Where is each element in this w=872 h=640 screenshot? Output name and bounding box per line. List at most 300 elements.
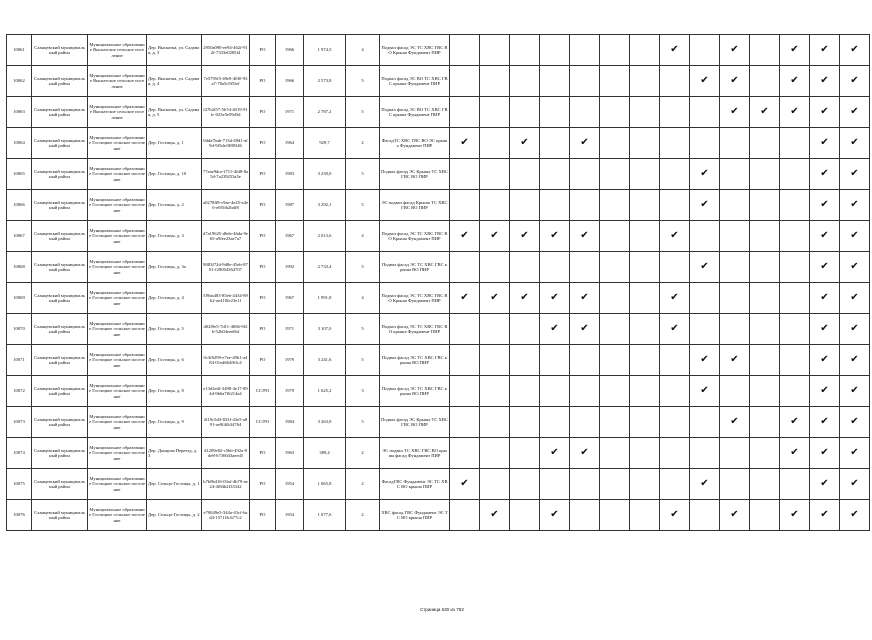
building-type-cell: 5 (346, 159, 380, 190)
check-mark-icon: ✔ (810, 469, 840, 500)
empty-cell (690, 221, 720, 252)
year-built-cell: 1987 (276, 190, 304, 221)
address-cell: Дер. Гостицы, д. 6 (147, 345, 202, 376)
check-mark-icon: ✔ (540, 500, 570, 531)
empty-cell (480, 469, 510, 500)
district-cell: Сланцевский муниципальный район (32, 35, 88, 66)
empty-cell (720, 376, 750, 407)
empty-cell (540, 469, 570, 500)
empty-cell (660, 128, 690, 159)
table-row (7, 500, 870, 531)
check-mark-icon: ✔ (840, 66, 870, 97)
check-mark-icon: ✔ (450, 283, 480, 314)
check-mark-icon: ✔ (720, 345, 750, 376)
page-footer: Страница 630 из 753 (420, 607, 464, 612)
check-mark-icon: ✔ (690, 190, 720, 221)
area-cell: 3 107,0 (304, 314, 346, 345)
check-mark-icon: ✔ (540, 438, 570, 469)
empty-cell (540, 97, 570, 128)
table-row (7, 159, 870, 190)
municipality-cell: Муниципальное образование Гостицкое сельское поселение (88, 283, 147, 314)
address-cell: Дер. Гостицы, д. 5 (147, 314, 202, 345)
address-cell: Дер. Сельцо-Гостицы, д. 1 (147, 469, 202, 500)
district-cell: Сланцевский муниципальный район (32, 221, 88, 252)
check-mark-icon: ✔ (510, 283, 540, 314)
check-mark-icon: ✔ (810, 407, 840, 438)
building-guid-cell: d02f9e5-7d11-4066-9f2b-52b04eee6bf (202, 314, 250, 345)
empty-cell (750, 345, 780, 376)
ownership-cell: РО (250, 221, 276, 252)
year-built-cell: 1954 (276, 500, 304, 531)
municipality-cell: Муниципальное образование Гостицкое сельское поселение (88, 438, 147, 469)
row-number: 10076 (7, 500, 32, 531)
check-mark-icon: ✔ (780, 66, 810, 97)
ownership-cell: СС/РО (250, 407, 276, 438)
check-mark-icon: ✔ (840, 376, 870, 407)
ownership-cell: СС/РО (250, 376, 276, 407)
empty-cell (450, 159, 480, 190)
empty-cell (540, 376, 570, 407)
empty-cell (750, 128, 780, 159)
area-cell: 2 733,4 (304, 252, 346, 283)
check-mark-icon: ✔ (660, 500, 690, 531)
empty-cell (570, 407, 600, 438)
municipality-cell: Муниципальное образование Гостицкое сельское поселение (88, 500, 147, 531)
check-mark-icon: ✔ (840, 128, 870, 159)
repair-works-cell: Подвал фасад ЭС ТС ХВС ГВС ВО Крыша Фундамент ПИР (380, 283, 450, 314)
empty-cell (780, 345, 810, 376)
check-mark-icon: ✔ (810, 345, 840, 376)
check-mark-icon: ✔ (570, 221, 600, 252)
address-cell: Дер. Гостицы, д. 3а (147, 252, 202, 283)
municipality-cell: Муниципальное образование Гостицкое сельское поселение (88, 252, 147, 283)
check-mark-icon: ✔ (720, 407, 750, 438)
empty-cell (510, 35, 540, 66)
empty-cell (600, 500, 630, 531)
repair-works-cell: Подвал фасад ЭС ТС ХВС ГВС крыша ВО ПИР (380, 252, 450, 283)
empty-cell (750, 500, 780, 531)
empty-cell (750, 35, 780, 66)
check-mark-icon: ✔ (540, 314, 570, 345)
empty-cell (660, 407, 690, 438)
empty-cell (630, 438, 660, 469)
check-mark-icon: ✔ (690, 345, 720, 376)
empty-cell (720, 159, 750, 190)
building-type-cell: 2 (346, 500, 380, 531)
row-number: 10067 (7, 221, 32, 252)
building-type-cell: 4 (346, 221, 380, 252)
empty-cell (540, 66, 570, 97)
ownership-cell: РО (250, 97, 276, 128)
area-cell: 1 974,5 (304, 35, 346, 66)
check-mark-icon: ✔ (780, 407, 810, 438)
district-cell: Сланцевский муниципальный район (32, 469, 88, 500)
empty-cell (780, 376, 810, 407)
empty-cell (690, 314, 720, 345)
building-guid-cell: 2950a090-ee94-462f-912f-7333e0285f4 (202, 35, 250, 66)
empty-cell (780, 221, 810, 252)
empty-cell (600, 97, 630, 128)
check-mark-icon: ✔ (810, 314, 840, 345)
table-row (7, 35, 870, 66)
check-mark-icon: ✔ (660, 314, 690, 345)
empty-cell (750, 283, 780, 314)
area-cell: 1 625,2 (304, 376, 346, 407)
building-guid-cell: 5f9da483-85eb-4434-89b2-ae410fe23e1f (202, 283, 250, 314)
check-mark-icon: ✔ (450, 469, 480, 500)
row-number: 10071 (7, 345, 32, 376)
year-built-cell: 1984 (276, 407, 304, 438)
table-row (7, 252, 870, 283)
building-type-cell: 2 (346, 438, 380, 469)
check-mark-icon: ✔ (840, 190, 870, 221)
check-mark-icon: ✔ (660, 35, 690, 66)
check-mark-icon: ✔ (690, 66, 720, 97)
table-row (7, 221, 870, 252)
district-cell: Сланцевский муниципальный район (32, 97, 88, 128)
area-cell: 3 292,1 (304, 190, 346, 221)
empty-cell (450, 407, 480, 438)
repair-works-cell: ФасадТС ХВС ГВС ВО ЭС крыша Фундамент ПИР (380, 128, 450, 159)
address-cell: Дер. Гостицы, д. 3 (147, 221, 202, 252)
district-cell: Сланцевский муниципальный район (32, 66, 88, 97)
ownership-cell: РО (250, 469, 276, 500)
empty-cell (630, 221, 660, 252)
empty-cell (780, 159, 810, 190)
check-mark-icon: ✔ (780, 97, 810, 128)
empty-cell (570, 66, 600, 97)
check-mark-icon: ✔ (750, 97, 780, 128)
empty-cell (600, 66, 630, 97)
check-mark-icon: ✔ (780, 438, 810, 469)
empty-cell (450, 190, 480, 221)
empty-cell (570, 190, 600, 221)
area-cell: 3 239,0 (304, 159, 346, 190)
area-cell: 3 241,6 (304, 345, 346, 376)
empty-cell (780, 314, 810, 345)
year-built-cell: 1954 (276, 469, 304, 500)
check-mark-icon: ✔ (450, 128, 480, 159)
year-built-cell: 1979 (276, 345, 304, 376)
year-built-cell: 1979 (276, 376, 304, 407)
table-row (7, 469, 870, 500)
district-cell: Сланцевский муниципальный район (32, 376, 88, 407)
empty-cell (600, 469, 630, 500)
year-built-cell: 1971 (276, 314, 304, 345)
table-row (7, 190, 870, 221)
empty-cell (660, 345, 690, 376)
row-number: 10062 (7, 66, 32, 97)
repair-works-cell: ФасадГВС Фундамент ЭС ТС ХВС ВО крыша ПИР (380, 469, 450, 500)
repair-works-cell: ХВС фасад ГВС Фундамент ЭС ТС ВО крыша ПИР (380, 500, 450, 531)
empty-cell (720, 438, 750, 469)
table-row (7, 376, 870, 407)
empty-cell (780, 252, 810, 283)
empty-cell (600, 314, 630, 345)
check-mark-icon: ✔ (780, 500, 810, 531)
empty-cell (570, 500, 600, 531)
empty-cell (780, 128, 810, 159)
building-guid-cell: 9083f72d-9d8e-45eb-8701-f28004364707 (202, 252, 250, 283)
district-cell: Сланцевский муниципальный район (32, 252, 88, 283)
check-mark-icon: ✔ (690, 159, 720, 190)
empty-cell (690, 438, 720, 469)
check-mark-icon: ✔ (720, 35, 750, 66)
building-guid-cell: b7b8b416-03af-4b79-ae24-4f84b2f33342 (202, 469, 250, 500)
area-cell: 389,4 (304, 438, 346, 469)
empty-cell (690, 500, 720, 531)
address-cell: Дер. Выскатка, ул. Садовая, д. 3 (147, 35, 202, 66)
district-cell: Сланцевский муниципальный район (32, 407, 88, 438)
building-type-cell: 2 (346, 469, 380, 500)
table-row (7, 314, 870, 345)
check-mark-icon: ✔ (840, 221, 870, 252)
empty-cell (450, 345, 480, 376)
municipality-cell: Муниципальное образование Гостицкое сельское поселение (88, 345, 147, 376)
empty-cell (630, 500, 660, 531)
ownership-cell: РО (250, 66, 276, 97)
building-type-cell: 5 (346, 407, 380, 438)
empty-cell (660, 252, 690, 283)
check-mark-icon: ✔ (840, 469, 870, 500)
empty-cell (690, 283, 720, 314)
empty-cell (600, 438, 630, 469)
building-guid-cell: 0c3f6299-e7ee-49b1-a484-01ed664f63c4 (202, 345, 250, 376)
empty-cell (630, 376, 660, 407)
empty-cell (780, 190, 810, 221)
ownership-cell: РО (250, 500, 276, 531)
repair-works-cell: Подвал фасад ЭС ВО ТС ХВС ГВС крыша Фундамент ПИР (380, 97, 450, 128)
check-mark-icon: ✔ (510, 221, 540, 252)
check-mark-icon: ✔ (720, 66, 750, 97)
capital-repair-table (6, 34, 870, 531)
table-row (7, 283, 870, 314)
empty-cell (480, 345, 510, 376)
empty-cell (540, 407, 570, 438)
empty-cell (720, 314, 750, 345)
check-mark-icon: ✔ (720, 500, 750, 531)
empty-cell (540, 345, 570, 376)
ownership-cell: РО (250, 35, 276, 66)
empty-cell (510, 500, 540, 531)
empty-cell (480, 97, 510, 128)
empty-cell (570, 469, 600, 500)
check-mark-icon: ✔ (720, 97, 750, 128)
empty-cell (750, 376, 780, 407)
repair-works-cell: Подвал фасад ЭС Крыша ТС ХВС ГВС ВО ПИР (380, 407, 450, 438)
empty-cell (510, 469, 540, 500)
empty-cell (780, 469, 810, 500)
building-type-cell: 3 (346, 376, 380, 407)
empty-cell (510, 159, 540, 190)
empty-cell (570, 252, 600, 283)
empty-cell (600, 221, 630, 252)
check-mark-icon: ✔ (840, 500, 870, 531)
municipality-cell: Муниципальное образование Выскатское сельское поселение (88, 35, 147, 66)
building-type-cell: 5 (346, 97, 380, 128)
check-mark-icon: ✔ (480, 283, 510, 314)
check-mark-icon: ✔ (840, 314, 870, 345)
ownership-cell: РО (250, 159, 276, 190)
address-cell: Дер. Выскатка, ул. Садовая, д. 5 (147, 97, 202, 128)
empty-cell (750, 159, 780, 190)
address-cell: Дер. Гостицы, д. 8 (147, 376, 202, 407)
check-mark-icon: ✔ (810, 252, 840, 283)
check-mark-icon: ✔ (570, 283, 600, 314)
empty-cell (600, 407, 630, 438)
check-mark-icon: ✔ (840, 97, 870, 128)
empty-cell (450, 500, 480, 531)
empty-cell (660, 159, 690, 190)
check-mark-icon: ✔ (780, 35, 810, 66)
row-number: 10070 (7, 314, 32, 345)
empty-cell (540, 252, 570, 283)
check-mark-icon: ✔ (810, 221, 840, 252)
empty-cell (480, 314, 510, 345)
empty-cell (780, 283, 810, 314)
check-mark-icon: ✔ (690, 252, 720, 283)
table-row (7, 66, 870, 97)
row-number: 10075 (7, 469, 32, 500)
ownership-cell: РО (250, 283, 276, 314)
row-number: 10065 (7, 159, 32, 190)
empty-cell (660, 376, 690, 407)
empty-cell (540, 35, 570, 66)
empty-cell (510, 345, 540, 376)
year-built-cell: 1967 (276, 283, 304, 314)
building-type-cell: 2 (346, 128, 380, 159)
building-guid-cell: 2f19c5d3-833f-43e5-a891-ae9f4fb34764 (202, 407, 250, 438)
address-cell: Дер. Гостицы, д. 9 (147, 407, 202, 438)
empty-cell (690, 407, 720, 438)
building-type-cell: 5 (346, 252, 380, 283)
year-built-cell: 1964 (276, 128, 304, 159)
repair-works-cell: Подвал фасад ЭС ТС ХВС ГВС ВО Крыша Фундамент ПИР (380, 221, 450, 252)
building-guid-cell: a0278ff8-c9ae-4e25-a4e6-e0f5fb2bdf8 (202, 190, 250, 221)
empty-cell (630, 469, 660, 500)
row-number: 10064 (7, 128, 32, 159)
empty-cell (750, 252, 780, 283)
empty-cell (630, 128, 660, 159)
building-type-cell: 4 (346, 283, 380, 314)
district-cell: Сланцевский муниципальный район (32, 345, 88, 376)
check-mark-icon: ✔ (540, 221, 570, 252)
row-number: 10073 (7, 407, 32, 438)
year-built-cell: 1983 (276, 159, 304, 190)
repair-works-cell: ЭС подвал ТС ХВС ГВС ВО крыша фасад Фундамент ПИР (380, 438, 450, 469)
check-mark-icon: ✔ (810, 66, 840, 97)
check-mark-icon: ✔ (810, 283, 840, 314)
check-mark-icon: ✔ (810, 190, 840, 221)
table-row (7, 438, 870, 469)
check-mark-icon: ✔ (690, 469, 720, 500)
empty-cell (690, 35, 720, 66)
row-number: 10068 (7, 252, 32, 283)
district-cell: Сланцевский муниципальный район (32, 500, 88, 531)
district-cell: Сланцевский муниципальный район (32, 314, 88, 345)
building-type-cell: 5 (346, 190, 380, 221)
empty-cell (510, 407, 540, 438)
building-guid-cell: d1209e82-c5bb-492a-8de8-6736043aeed3 (202, 438, 250, 469)
address-cell: Дер. Гостицы, д. 2 (147, 190, 202, 221)
row-number: 10074 (7, 438, 32, 469)
row-number: 10072 (7, 376, 32, 407)
check-mark-icon: ✔ (690, 376, 720, 407)
year-built-cell: 1966 (276, 35, 304, 66)
table-row (7, 345, 870, 376)
area-cell: 3 263,8 (304, 407, 346, 438)
check-mark-icon: ✔ (570, 438, 600, 469)
check-mark-icon: ✔ (480, 221, 510, 252)
check-mark-icon: ✔ (540, 283, 570, 314)
area-cell: 929,7 (304, 128, 346, 159)
empty-cell (630, 97, 660, 128)
empty-cell (510, 438, 540, 469)
area-cell: 1 065,8 (304, 469, 346, 500)
repair-works-cell: Подвал фасад ЭС ТС ХВС ГВС ВО крыша Фундамент ПИР (380, 314, 450, 345)
year-built-cell: 1967 (276, 221, 304, 252)
empty-cell (660, 438, 690, 469)
check-mark-icon: ✔ (840, 407, 870, 438)
empty-cell (600, 35, 630, 66)
check-mark-icon: ✔ (840, 345, 870, 376)
empty-cell (630, 252, 660, 283)
empty-cell (750, 407, 780, 438)
empty-cell (630, 190, 660, 221)
empty-cell (690, 97, 720, 128)
check-mark-icon: ✔ (660, 283, 690, 314)
table-row (7, 407, 870, 438)
empty-cell (600, 128, 630, 159)
empty-cell (570, 97, 600, 128)
building-type-cell: 5 (346, 345, 380, 376)
empty-cell (750, 66, 780, 97)
check-mark-icon: ✔ (450, 221, 480, 252)
municipality-cell: Муниципальное образование Гостицкое сельское поселение (88, 159, 147, 190)
repair-works-cell: Подвал фасад ЭС ТС ХВС ГВС крыша ВО ПИР (380, 345, 450, 376)
empty-cell (630, 159, 660, 190)
building-guid-cell: 77eae9dce-f711-4fd8-8a5d-7a239253a5e (202, 159, 250, 190)
check-mark-icon: ✔ (810, 500, 840, 531)
row-number: 10069 (7, 283, 32, 314)
empty-cell (600, 345, 630, 376)
ownership-cell: РО (250, 314, 276, 345)
check-mark-icon: ✔ (810, 438, 840, 469)
repair-works-cell: Подвал фасад ЭС ТС ХВС ГВС ВО Крыша Фундамент ПИР (380, 35, 450, 66)
year-built-cell: 1992 (276, 252, 304, 283)
empty-cell (690, 128, 720, 159)
empty-cell (450, 35, 480, 66)
empty-cell (600, 283, 630, 314)
address-cell: Дер. Гостицы, д. 4 (147, 283, 202, 314)
building-guid-cell: 0dda7bab-713d-49d1-af9d-9f5de1888346 (202, 128, 250, 159)
district-cell: Сланцевский муниципальный район (32, 438, 88, 469)
empty-cell (540, 190, 570, 221)
empty-cell (630, 283, 660, 314)
empty-cell (750, 221, 780, 252)
check-mark-icon: ✔ (810, 376, 840, 407)
empty-cell (570, 159, 600, 190)
empty-cell (720, 469, 750, 500)
empty-cell (450, 314, 480, 345)
district-cell: Сланцевский муниципальный район (32, 128, 88, 159)
empty-cell (720, 128, 750, 159)
repair-works-cell: Подвал фасад ЭС ВО ТС ХВС ГВС крыша Фундамент ПИР (380, 66, 450, 97)
municipality-cell: Муниципальное образование Гостицкое сельское поселение (88, 221, 147, 252)
empty-cell (570, 345, 600, 376)
check-mark-icon: ✔ (810, 128, 840, 159)
empty-cell (600, 252, 630, 283)
